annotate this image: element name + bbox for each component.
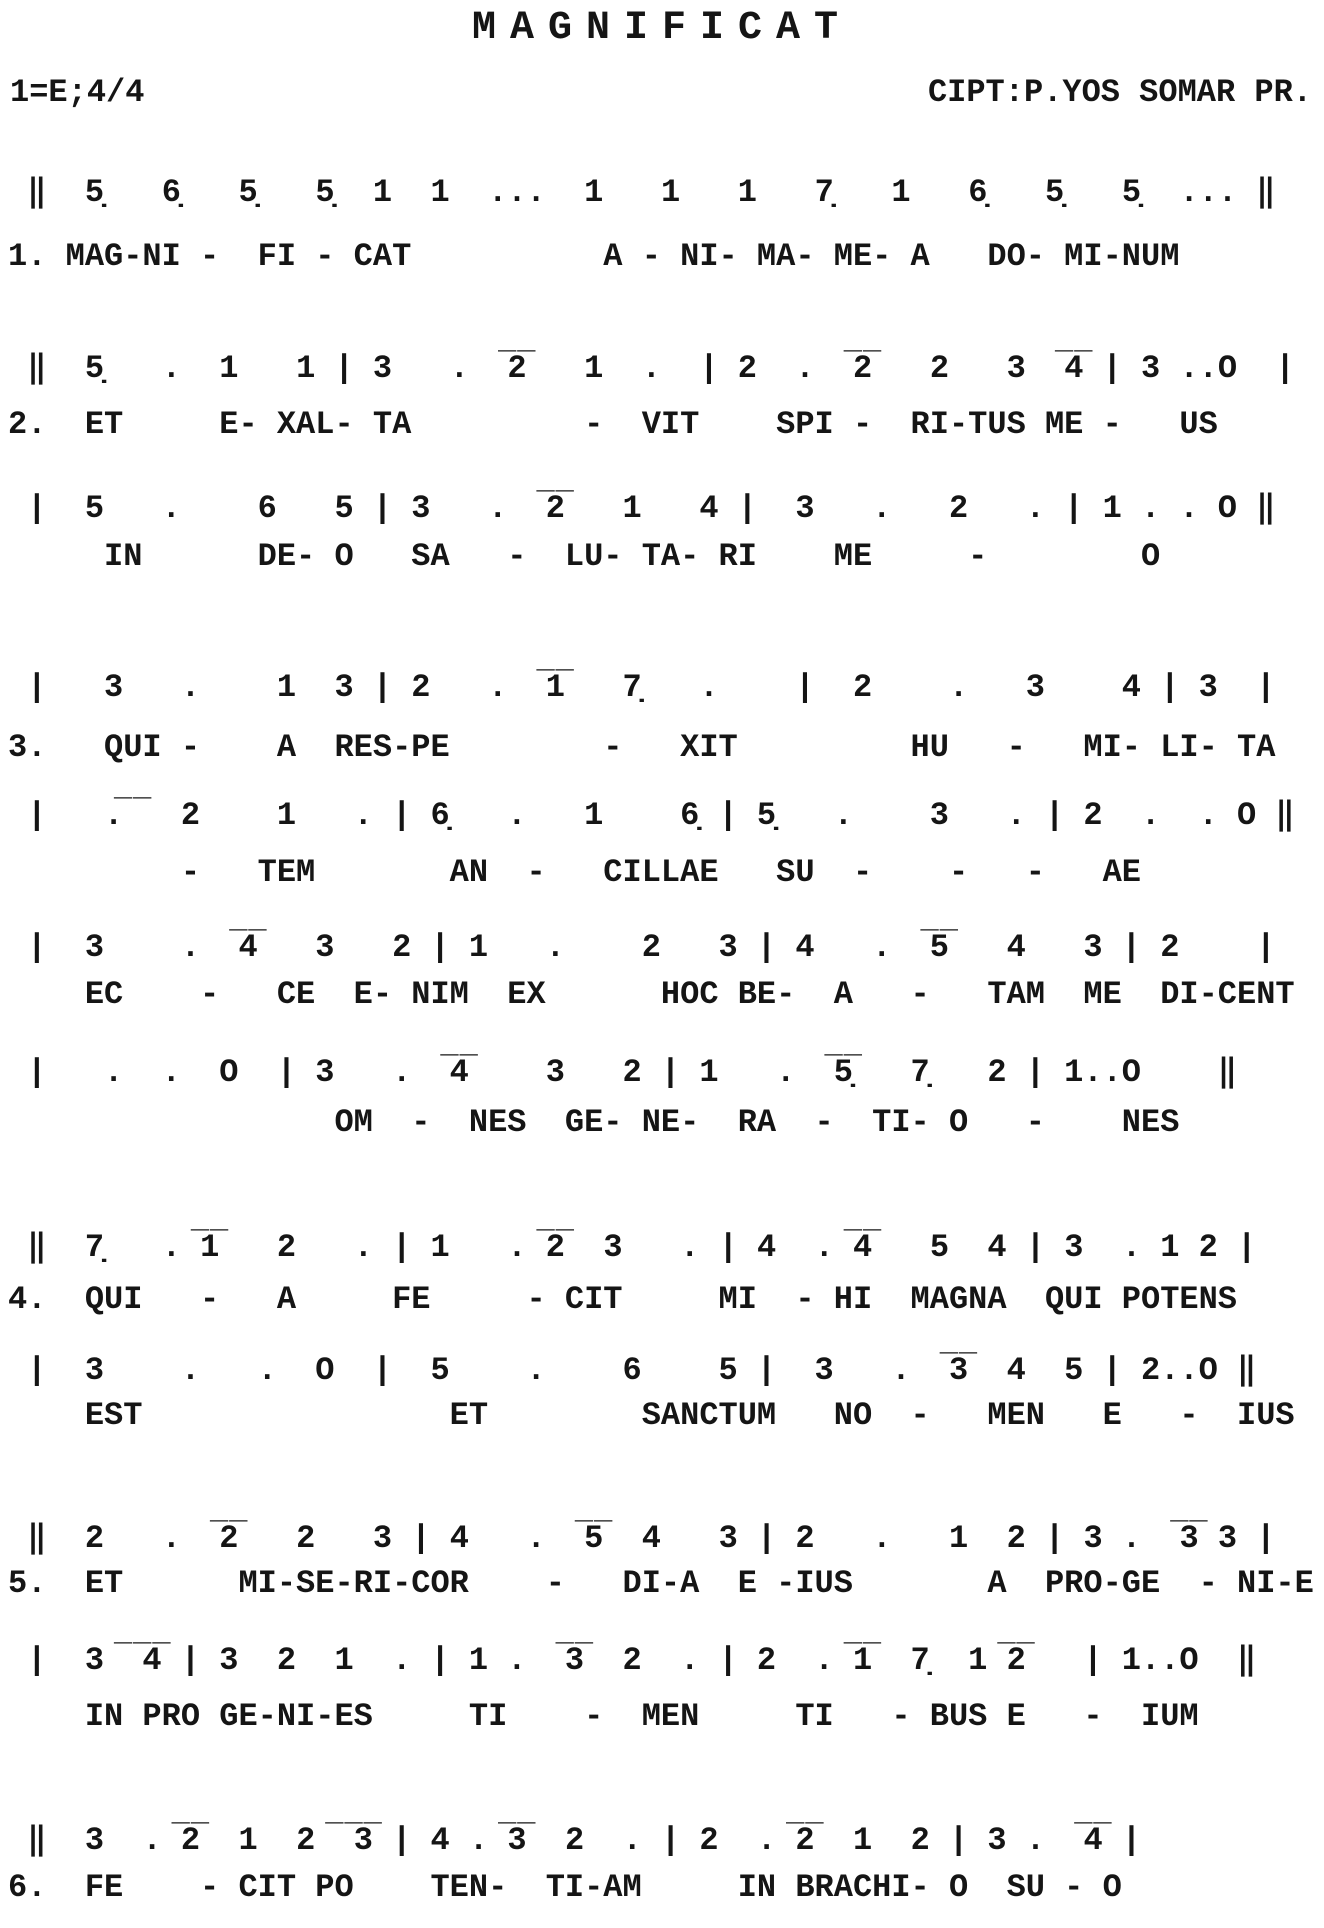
note-row-10: ‖ 2 . ̅2̅ 2 3 | 4 . ̅5̅ 4 3 | 2 . 1 2 | 3 . ̅3̅ 3 | — [8, 1520, 1276, 1557]
lyric-row-3: IN DE- O SA - LU- TA- RI ME - O — [8, 538, 1161, 575]
lyric-row-1: 1. MAG-NI - FI - CAT A - NI- MA- ME- A DO- MI-NUM — [8, 238, 1180, 275]
note-row-12: ‖ 3 . ̅2̅ 1 2 ̅ ̅3̅ | 4 . ̅3̅ 2 . | 2 . ̅2̅ 1 2 | 3 . ̅4̅ | — [8, 1822, 1142, 1859]
note-row-9: | 3 . . O | 5 . 6 5 | 3 . ̅3̅ 4 5 | 2..O ‖ — [8, 1352, 1257, 1389]
composer-credit: CIPT:P.YOS SOMAR PR. — [927, 74, 1312, 111]
note-row-5: | .̅ ̅ 2 1 . | 6̣ . 1 6̣ | 5̣ . 3 . | 2 . . O ‖ — [8, 797, 1295, 834]
lyric-row-9: EST ET SANCTUM NO - MEN E - IUS — [8, 1397, 1295, 1434]
lyric-row-4: 3. QUI - A RES-PE - XIT HU - MI- LI- TA — [8, 729, 1276, 766]
note-row-6: | 3 . ̅4̅ 3 2 | 1 . 2 3 | 4 . ̅5̅ 4 3 | 2 | — [8, 929, 1276, 966]
lyric-row-7: OM - NES GE- NE- RA - TI- O - NES — [8, 1104, 1180, 1141]
lyric-row-12: 6. FE - CIT PO TEN- TI-AM IN BRACHI- O SU - O — [8, 1869, 1122, 1906]
lyric-row-5: - TEM AN - CILLAE SU - - - AE — [8, 854, 1141, 891]
lyric-row-2: 2. ET E- XAL- TA - VIT SPI - RI-TUS ME - US — [8, 406, 1218, 443]
note-row-1: ‖ 5̣ 6̣ 5̣ 5̣ 1 1 ... 1 1 1 7̣ 1 6̣ 5̣ 5̣ ... ‖ — [8, 174, 1276, 211]
note-row-2: ‖ 5̣ . 1 1 | 3 . ̅2̅ 1 . | 2 . ̅2̅ 2 3 ̅4̅ | 3 ..O | — [8, 350, 1295, 387]
page-title: MAGNIFICAT — [471, 6, 853, 51]
note-row-8: ‖ 7̣ . ̅1̅ 2 . | 1 . ̅2̅ 3 . | 4 . ̅4̅ 5 4 | 3 . 1 2 | — [8, 1229, 1257, 1266]
key-time-signature: 1=E;4/4 — [10, 74, 145, 111]
lyric-row-11: IN PRO GE-NI-ES TI - MEN TI - BUS E - IUM — [8, 1698, 1199, 1735]
lyric-row-8: 4. QUI - A FE - CIT MI - HI MAGNA QUI POTENS — [8, 1281, 1237, 1318]
note-row-7: | . . O | 3 . ̅4̅ 3 2 | 1 . ̅5̣̅ 7̣ 2 | 1..O ‖ — [8, 1054, 1238, 1091]
note-row-3: | 5 . 6 5 | 3 . ̅2̅ 1 4 | 3 . 2 . | 1 . . O ‖ — [8, 490, 1276, 527]
note-row-4: | 3 . 1 3 | 2 . ̅1̅ 7̣ . | 2 . 3 4 | 3 | — [8, 669, 1276, 706]
note-row-11: | 3 ̅ ̅4̅ | 3 2 1 . | 1 . ̅3̅ 2 . | 2 . ̅1̅ 7̣ 1 ̅2̅ | 1..O ‖ — [8, 1642, 1257, 1679]
lyric-row-10: 5. ET MI-SE-RI-COR - DI-A E -IUS A PRO-GE - NI-E — [8, 1565, 1314, 1602]
lyric-row-6: EC - CE E- NIM EX HOC BE- A - TAM ME DI-CENT — [8, 976, 1295, 1013]
